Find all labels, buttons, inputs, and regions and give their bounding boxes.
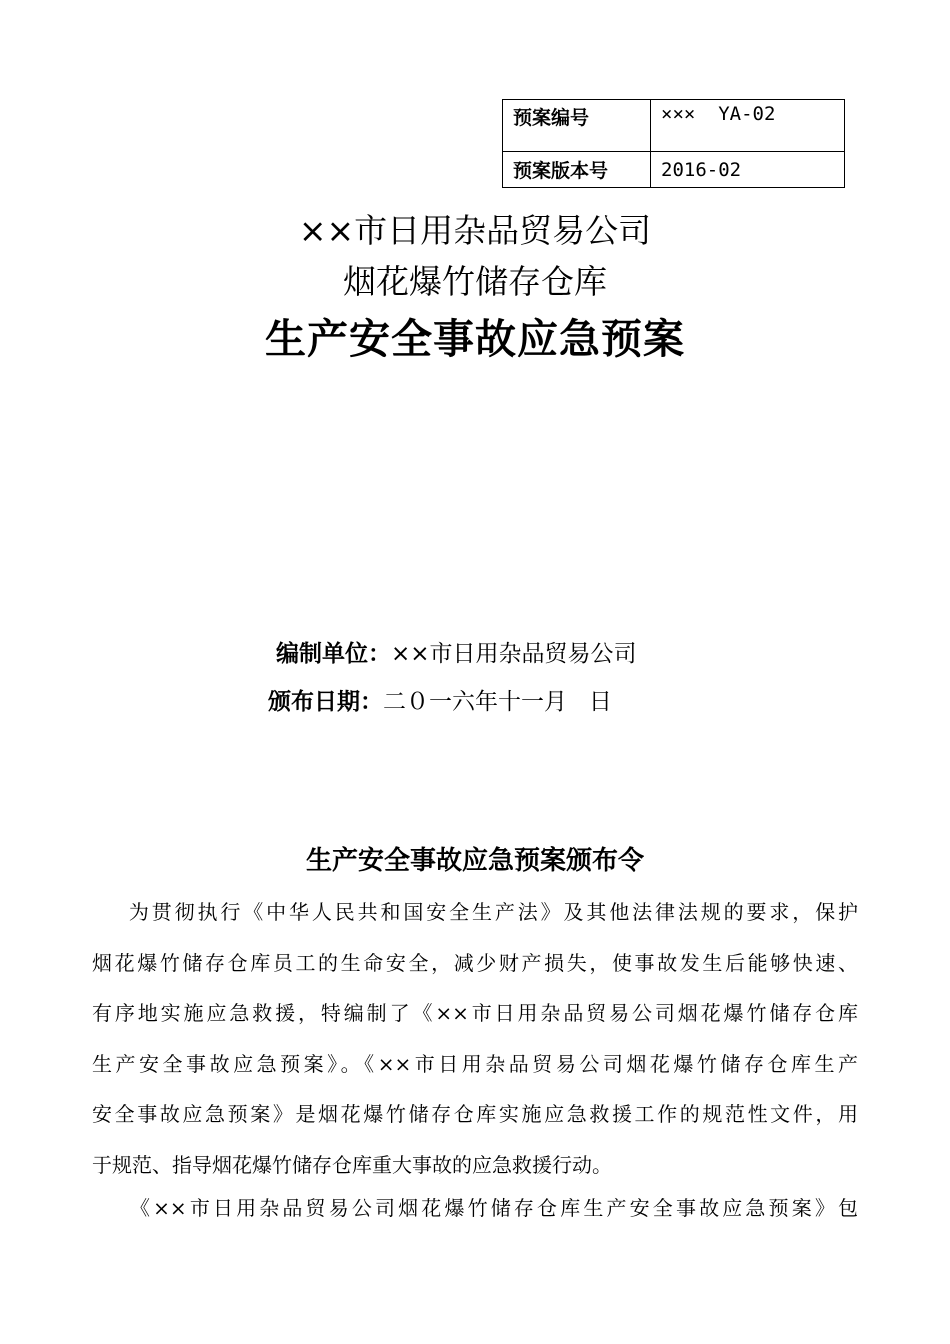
facility-title: 烟花爆竹储存仓库 xyxy=(343,262,607,301)
issuer-value: ××市日用杂品贸易公司 xyxy=(391,641,637,667)
issuer-line xyxy=(276,635,637,668)
paragraph-line: 烟花爆竹储存仓库员工的生命安全，减少财产损失，使事故发生后能够快速、 xyxy=(92,950,858,975)
plan-id-table xyxy=(502,99,845,188)
plan-number-row xyxy=(503,100,845,152)
plan-number-value: ××× YA-02 xyxy=(651,100,845,152)
paragraph-line: 生产安全事故应急预案》。《××市日用杂品贸易公司烟花爆竹储存仓库生产 xyxy=(92,1051,858,1076)
paragraph-line: 于规范、指导烟花爆竹储存仓库重大事故的应急救援行动。 xyxy=(92,1152,612,1177)
plan-version-value: 2016-02 xyxy=(651,152,845,188)
paragraph-line: 《××市日用杂品贸易公司烟花爆竹储存仓库生产安全事故应急预案》包 xyxy=(130,1196,858,1220)
plan-version-label: 预案版本号 xyxy=(503,152,651,188)
plan-main-title: 生产安全事故应急预案 xyxy=(265,315,685,363)
decree-title: 生产安全事故应急预案颁布令 xyxy=(305,846,644,876)
plan-version-row xyxy=(503,152,845,188)
decree-paragraph-2 xyxy=(92,1183,858,1234)
date-label: 颁布日期： xyxy=(268,689,383,715)
date-line xyxy=(268,683,612,716)
company-title: ××市日用杂品贸易公司 xyxy=(298,211,652,250)
issuer-label: 编制单位： xyxy=(276,641,391,667)
paragraph-line: 安全事故应急预案》是烟花爆竹储存仓库实施应急救援工作的规范性文件，用 xyxy=(92,1102,858,1126)
paragraph-line: 为贯彻执行《中华人民共和国安全生产法》及其他法律法规的要求，保护 xyxy=(92,900,858,924)
paragraph-line: 有序地实施应急救援，特编制了《××市日用杂品贸易公司烟花爆竹储存仓库 xyxy=(92,1001,858,1025)
date-value: 二０一六年十一月 日 xyxy=(383,689,612,715)
plan-number-label: 预案编号 xyxy=(503,100,651,152)
decree-paragraph-1 xyxy=(92,887,858,1190)
